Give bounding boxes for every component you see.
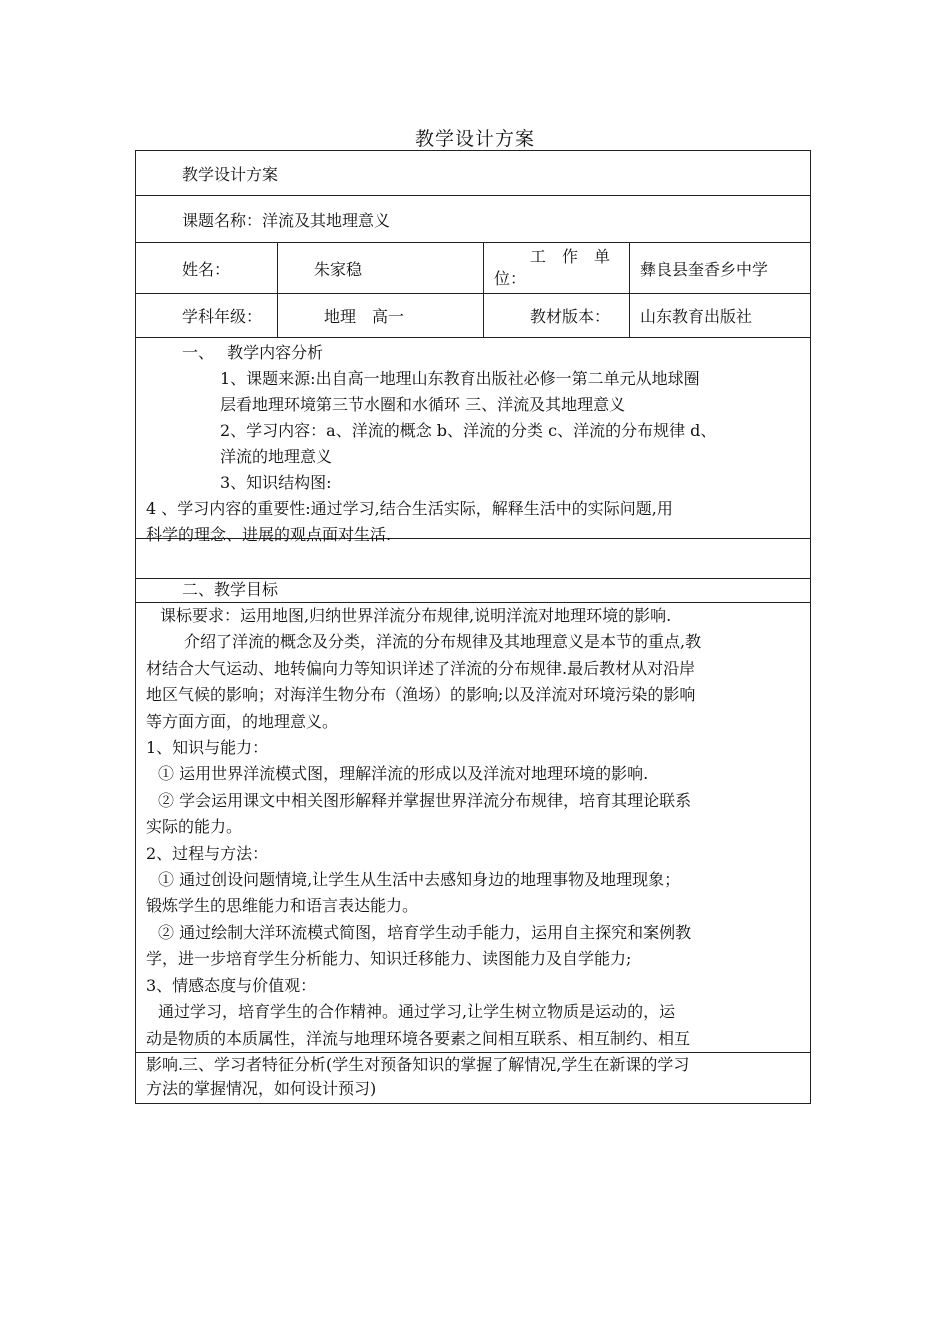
subject-value: 地理 高一 [324,307,405,326]
section1-p3: 3、知识结构图: [220,473,332,492]
textbook-value: 山东教育出版社 [640,307,753,326]
unit-label-cell [484,243,630,293]
emotion-line-b: 动是物质的本质属性，洋流与地理环境各要素之间相互联系、相互制约、相互 [146,1028,691,1048]
topic-text: 课题名称：洋流及其地理意义 [182,210,391,230]
header-row [136,151,810,196]
info-row-2 [136,294,810,338]
method-heading: 2、过程与方法： [146,843,269,863]
knowledge-heading: 1、知识与能力： [146,738,269,758]
section1-p2a: 2、学习内容：a、洋流的概念 b、洋流的分类 c、洋流的分布规律 d、 [220,421,717,440]
objectives-requirement: 课标要求：运用地图,归纳世界洋流分布规律,说明洋流对地理环境的影响. [160,606,672,625]
objectives-intro-1: 介绍了洋流的概念及分类，洋流的分布规律及其地理意义是本节的重点,教 [184,632,702,652]
section1-heading: 一、 教学内容分析 [182,343,324,362]
method-item-2b: 学，进一步培育学生分析能力、知识迁移能力、读图能力及自学能力; [146,949,632,969]
lesson-plan-table [135,150,811,1104]
unit-value: 彝良县奎香乡中学 [640,259,769,279]
info-row-1 [136,243,810,294]
emotion-line-c: 影响. [146,1054,184,1074]
knowledge-item-2b: 实际的能力。 [146,817,243,837]
name-value: 朱家稳 [314,259,363,279]
name-value-cell [278,243,484,293]
name-label-cell [136,243,278,293]
header-text: 教学设计方案 [182,164,279,184]
objectives-heading-row [136,579,810,603]
objectives-intro-3: 地区气候的影响；对海洋生物分布（渔场）的影响;以及洋流对环境污染的影响 [146,685,696,705]
content-analysis-section [136,338,810,544]
unit-label-line1: 工 作 单 [530,247,611,266]
topic-row [136,196,810,243]
subject-label-cell [136,294,278,337]
objectives-intro-2: 材结合大气运动、地转偏向力等知识详述了洋流的分布规律.最后教材从对沿岸 [146,658,696,678]
objectives-intro-4: 等方面方面，的地理意义。 [146,711,339,731]
subject-label: 学科年级： [182,307,263,326]
unit-label-line2: 位： [494,269,527,288]
method-item-2a: ② 通过绘制大洋环流模式简图，培育学生动手能力，运用自主探究和案例教 [158,922,692,942]
section1-p2b: 洋流的地理意义 [220,447,333,466]
knowledge-item-2a: ② 学会运用课文中相关图形解释并掌握世界洋流分布规律，培育其理论联系 [158,790,692,810]
unit-value-cell [630,243,810,293]
textbook-label: 教材版本： [530,307,611,326]
section1-p4a: 4 、学习内容的重要性:通过学习,结合生活实际，解释生活中的实际问题,用 [146,499,673,518]
learner-analysis-section [136,1053,810,1103]
section1-p1a: 1、课题来源:出自高一地理山东教育出版社必修一第二单元从地球圈 [220,369,700,388]
section2-heading: 二、教学目标 [182,580,279,599]
emotion-line-a: 通过学习，培育学生的合作精神。通过学习,让学生树立物质是运动的，运 [158,1002,676,1022]
emotion-heading: 3、情感态度与价值观： [146,975,317,995]
section3-line-a: 三、学习者特征分析(学生对预备知识的掌握了解情况,学生在新课的学习 [182,1055,690,1074]
method-item-1b: 锻炼学生的思维能力和语言表达能力。 [146,896,419,916]
section1-p1b: 层看地理环境第三节水圈和水循环 三、洋流及其地理意义 [220,395,626,414]
name-label: 姓名： [182,259,231,279]
textbook-label-cell [484,294,630,337]
subject-value-cell [278,294,484,337]
knowledge-item-1: ① 运用世界洋流模式图，理解洋流的形成以及洋流对地理环境的影响. [158,764,649,784]
section1-p4b: 科学的理念、进展的观点面对生活. [146,525,392,544]
textbook-value-cell [630,294,810,337]
document-title: 教学设计方案 [414,128,535,150]
section3-line-b: 方法的掌握情况，如何设计预习) [146,1079,377,1098]
method-item-1a: ① 通过创设问题情境,让学生从生活中去感知身边的地理事物及地理现象； [158,870,681,890]
